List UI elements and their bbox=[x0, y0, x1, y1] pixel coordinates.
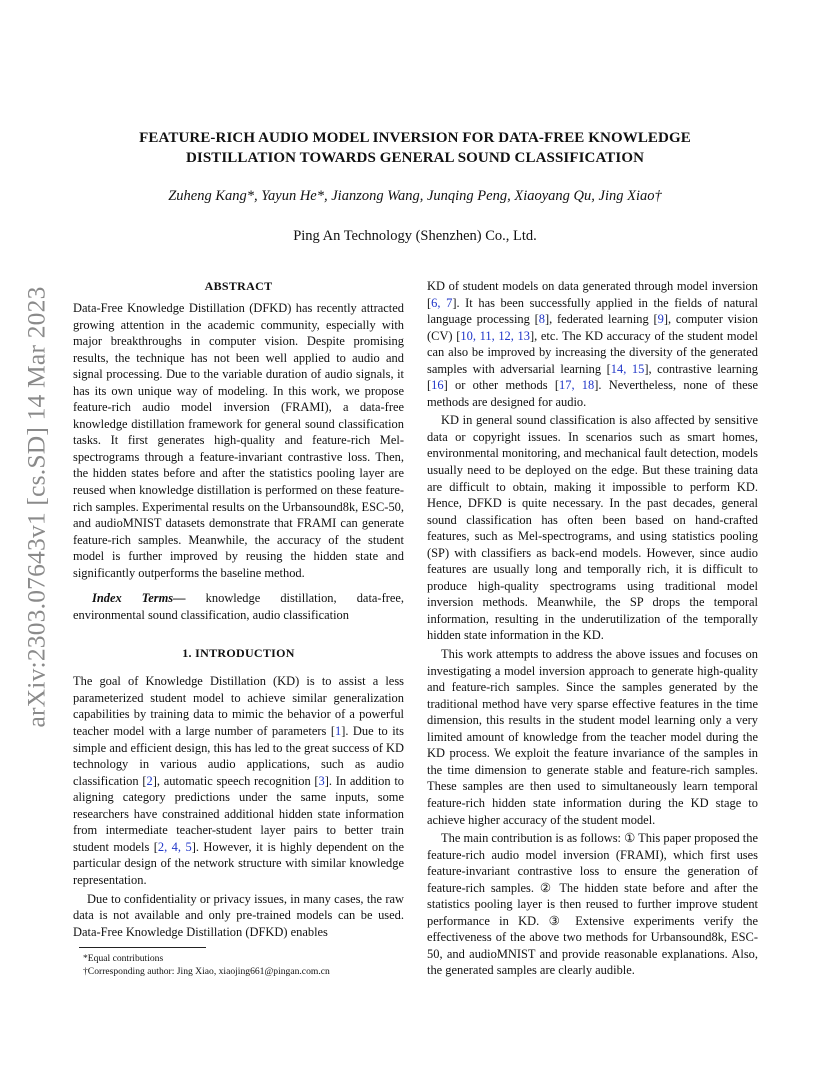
citation-link[interactable]: 8 bbox=[538, 312, 545, 327]
introduction-paragraph-3 bbox=[427, 278, 758, 410]
introduction-paragraph-2: Due to confidentiality or privacy issues, in many cases, the raw data is not available and only pre-trained models can be used. Data-Free Knowledge Distillation (DFKD) enables bbox=[73, 891, 404, 939]
introduction-paragraph-1 bbox=[73, 673, 404, 888]
text-run: ], contrastive learning [ bbox=[427, 361, 758, 393]
introduction-heading: 1. INTRODUCTION bbox=[182, 646, 295, 661]
footnote-divider bbox=[79, 947, 206, 948]
text-run: The goal of Knowledge Distillation (KD) is to assist a less parameterized student model to achieve similar generalization capabilities by training data to mimic the behavior of a powerful teacher model with a large number of parameters [ bbox=[73, 674, 404, 739]
citation-link[interactable]: 2 bbox=[146, 773, 153, 788]
arxiv-identifier-stamp bbox=[22, 284, 52, 730]
text-run: ], computer vision (CV) [ bbox=[427, 312, 758, 343]
citation-link[interactable]: 2, 4, 5 bbox=[157, 839, 192, 854]
index-terms bbox=[73, 590, 404, 623]
citation-link[interactable]: 16 bbox=[431, 378, 444, 393]
introduction-paragraph-6: The main contribution is as follows: ① This paper proposed the feature-rich audio model inversion (FRAMI), which first uses feature-invariant contrastive loss to ensure the generation of feature-rich samples. ② The hidden state before and after the statistics pooling layer is then reused to further improve student performance in KD. ③ Extensive experiments verify the effectiveness of the above two methods for Urbansound8k, ESC-50, and audioMNIST and provide reasonable explanations. Also, the generated samples are clearly audible. bbox=[427, 831, 758, 978]
introduction-paragraph-5: This work attempts to address the above issues and focuses on investigating a model inversion approach to generate high-quality and feature-rich samples. Since the samples generated by the traditional method have very sparse effective features in the time dimension, this results in the student model learning only a very limited amount of knowledge from the teacher model during the KD process. We exploit the feature invariance of the samples in the time dimension to generate stable and feature-rich samples. These samples are then used to simultaneously learn temporal feature-rich hidden state information during the KD stage to achieve higher accuracy of the student model. bbox=[427, 647, 758, 827]
citation-link[interactable]: 9 bbox=[657, 312, 664, 327]
arxiv-identifier-text: arXiv:2303.07643v1 [cs.SD] 14 Mar 2023 bbox=[22, 286, 51, 728]
footnote-equal-contribution: *Equal contributions bbox=[83, 953, 164, 964]
affiliation: Ping An Technology (Shenzhen) Co., Ltd. bbox=[293, 228, 537, 244]
citation-link[interactable]: 10, 11, 12, 13 bbox=[460, 328, 530, 343]
footnote-corresponding-author: †Corresponding author: Jing Xiao, xiaojing661@pingan.com.cn bbox=[83, 966, 330, 977]
citation-link[interactable]: 17, 18 bbox=[559, 378, 595, 393]
author-list: Zuheng Kang*, Yayun He*, Jianzong Wang, Junqing Peng, Xiaoyang Qu, Jing Xiao† bbox=[168, 188, 662, 204]
text-run: ]. Due to its simple and efficient design, this has led to the great success of KD technology in various audio applications, such as audio classification [ bbox=[73, 724, 404, 788]
abstract-text: Data-Free Knowledge Distillation (DFKD) has recently attracted growing attention in the academic community, especially with major breakthroughs in computer vision. Despite promising results, the technique has not been well applied to audio and signal processing. Due to the variable duration of audio signals, it has its own unique way of modeling. In this work, we propose feature-rich audio model inversion (FRAMI), a data-free knowledge distillation framework for general sound classification tasks. It first generates high-quality and feature-rich Mel-spectrograms through a feature-invariant contrastive loss. Then, the hidden states before and after the statistics pooling layer are reused when knowledge distillation is performed on these feature-rich samples. Experimental results on the Urbansound8k, ESC-50, and audioMNIST datasets demonstrate that FRAMI can generate feature-rich samples. Meanwhile, the accuracy of the student model is further improved by reusing the hidden state and significantly outperforms the baseline method. bbox=[73, 301, 404, 580]
citation-link[interactable]: 14, 15 bbox=[610, 361, 645, 376]
paper-title-line-1: FEATURE-RICH AUDIO MODEL INVERSION FOR DATA-FREE KNOWLEDGE bbox=[139, 130, 691, 146]
text-run: ]. However, it is highly dependent on the particular design of the network structure with similar knowledge representation. bbox=[73, 839, 405, 887]
text-run: ], automatic speech recognition [ bbox=[152, 773, 319, 788]
text-run: ] or other methods [ bbox=[443, 378, 559, 393]
right-column bbox=[427, 278, 758, 979]
text-run: ], federated learning [ bbox=[544, 312, 658, 327]
left-column bbox=[73, 278, 404, 940]
text-run: ], etc. The KD accuracy of the student model can also be improved by increasing the diversity of the generated samples with adversarial learning [ bbox=[427, 328, 759, 376]
abstract-heading: ABSTRACT bbox=[204, 279, 273, 293]
index-terms-text: knowledge distillation, data-free, environmental sound classification, audio classification bbox=[73, 591, 405, 622]
paper-title bbox=[100, 128, 730, 168]
citation-link[interactable]: 1 bbox=[334, 724, 342, 739]
introduction-paragraph-4: KD in general sound classification is also affected by sensitive data or copyright issues. In scenarios such as smart homes, environmental monitoring, and mechanical fault detection, models usually need to be deployed on the edge. But these training data are difficult to obtain, making it impossible to perform KD. Hence, DFKD is quite necessary. In the past decades, general sound classification has often been based on hand-crafted features, such as Mel-spectrograms, and using statistics pooling (SP) with classifiers as back-end models. However, since audio features are usually long and temporally rich, it is difficult to produce high-quality spectrograms using traditional model inversion methods. Meanwhile, the SP drops the temporal information, resulting in the underutilization of the temporally hidden state information in the KD. bbox=[427, 413, 758, 643]
index-terms-label: Index Terms— bbox=[92, 591, 186, 606]
footnotes bbox=[83, 952, 413, 978]
citation-link[interactable]: 6, 7 bbox=[431, 295, 453, 310]
paper-title-line-2: DISTILLATION TOWARDS GENERAL SOUND CLASSIFICATION bbox=[185, 150, 645, 166]
text-run: ]. Nevertheless, none of these methods are designed for audio. bbox=[427, 378, 758, 409]
citation-link[interactable]: 3 bbox=[318, 773, 325, 788]
text-run: ]. It has been successfully applied in the fields of natural language processing [ bbox=[427, 295, 759, 327]
text-run: KD of student models on data generated through model inversion [ bbox=[427, 279, 758, 310]
text-run: ]. In addition to aligning category predictions under the same inputs, some researchers have constrained additional hidden state information from intermediate teacher-student layer pairs to better train student models [ bbox=[73, 773, 404, 854]
